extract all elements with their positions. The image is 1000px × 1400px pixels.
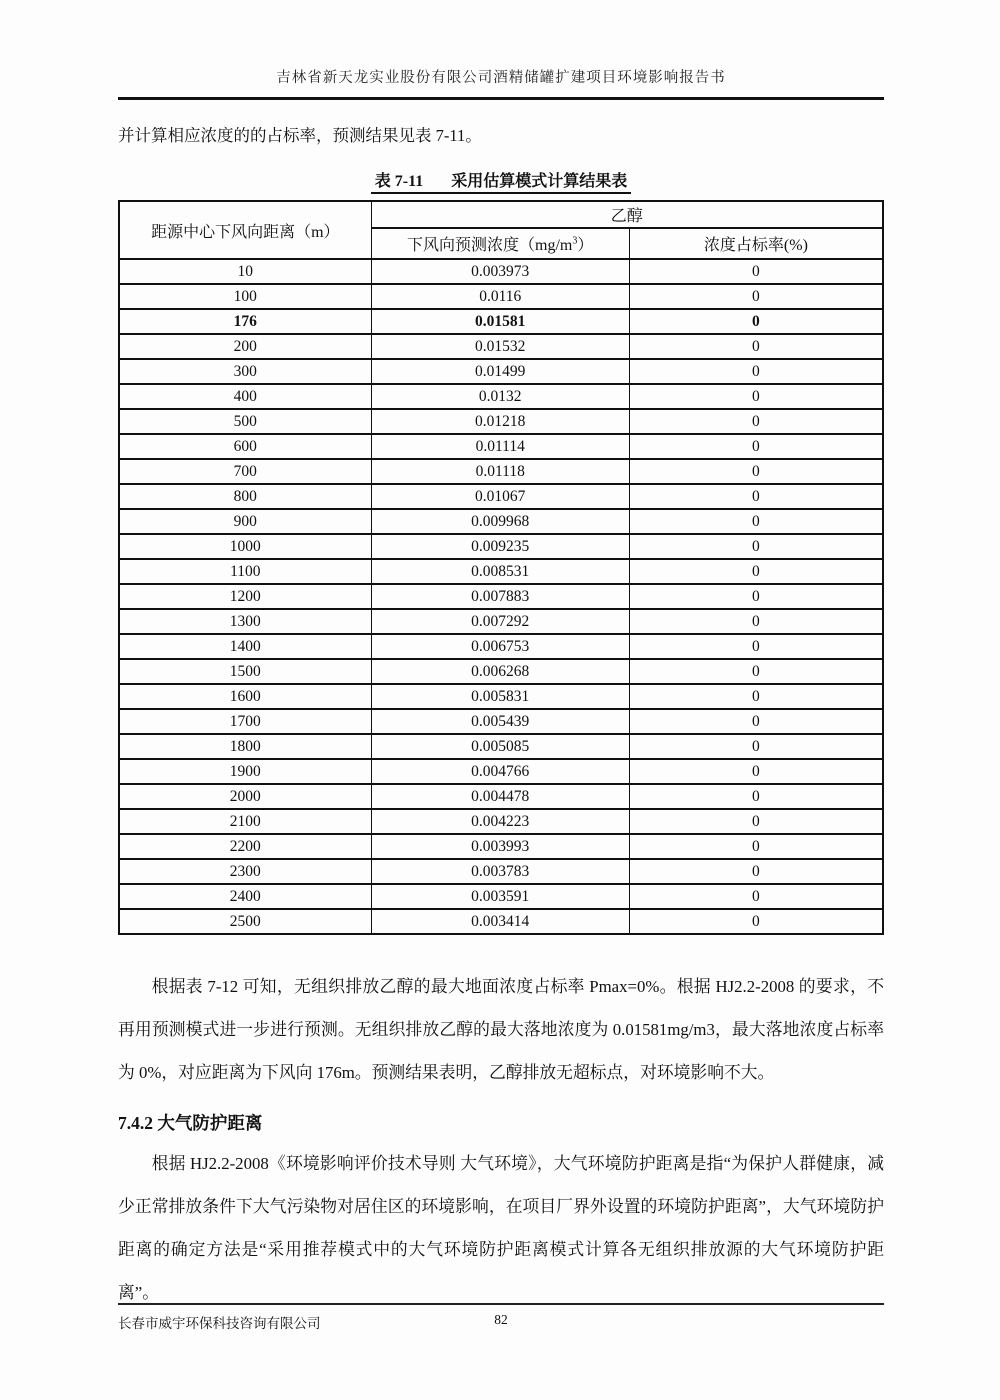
distance-cell: 100 [119, 284, 371, 309]
section-paragraph: 根据 HJ2.2-2008《环境影响评价技术导则 大气环境》，大气环境防护距离是指“为保护人群健康，减少正常排放条件下大气污染物对居住区的环境影响，在项目厂界外设置的环境防护距离”，大气环境防护距离的确定方法是“采用推荐模式中的大气环境防护距离模式计算各无组织排放源的大气环境防护距离”。 [118, 1154, 884, 1302]
ratio-cell: 0 [629, 909, 883, 934]
ratio-cell: 0 [629, 659, 883, 684]
distance-cell: 2300 [119, 859, 371, 884]
distance-cell: 400 [119, 384, 371, 409]
ratio-cell: 0 [629, 734, 883, 759]
ratio-cell: 0 [629, 434, 883, 459]
table-row [119, 909, 883, 934]
ratio-cell: 0 [629, 709, 883, 734]
col-header-concentration-text: 下风向预测浓度（mg/m [407, 237, 573, 254]
distance-cell: 300 [119, 359, 371, 384]
analysis-paragraph: 根据表 7-12 可知，无组织排放乙醇的最大地面浓度占标率 Pmax=0%。根据 HJ2.2-2008 的要求，不再用预测模式进一步进行预测。无组织排放乙醇的最大落地浓度为 0.01581mg/m3，最大落地浓度占标率为 0%，对应距离为下风向 176m。预测结果表明，乙醇排放无超标点，对环境影响不大。 [118, 977, 884, 1082]
page-footer [118, 1303, 884, 1331]
table-row [119, 509, 883, 534]
table-row [119, 434, 883, 459]
table-title-underline [371, 168, 631, 194]
distance-cell: 200 [119, 334, 371, 359]
concentration-cell: 0.009235 [371, 534, 629, 559]
ratio-cell: 0 [629, 684, 883, 709]
ratio-cell: 0 [629, 309, 883, 334]
table-row [119, 534, 883, 559]
distance-cell: 2500 [119, 909, 371, 934]
ratio-cell: 0 [629, 384, 883, 409]
distance-cell: 2100 [119, 809, 371, 834]
page-number: 82 [494, 1312, 508, 1327]
concentration-cell: 0.0132 [371, 384, 629, 409]
col-header-concentration [371, 228, 629, 259]
concentration-cell: 0.009968 [371, 509, 629, 534]
col-header-distance: 距源中心下风向距离（m） [119, 201, 371, 259]
table-row [119, 859, 883, 884]
distance-cell: 2000 [119, 784, 371, 809]
table-row [119, 559, 883, 584]
table-row [119, 584, 883, 609]
ratio-cell: 0 [629, 759, 883, 784]
ratio-cell: 0 [629, 259, 883, 284]
concentration-cell: 0.007883 [371, 584, 629, 609]
concentration-cell: 0.003591 [371, 884, 629, 909]
distance-cell: 1900 [119, 759, 371, 784]
group-header-row [119, 201, 883, 228]
distance-cell: 1200 [119, 584, 371, 609]
ratio-cell: 0 [629, 284, 883, 309]
concentration-cell: 0.004223 [371, 809, 629, 834]
ratio-cell: 0 [629, 609, 883, 634]
concentration-cell: 0.01581 [371, 309, 629, 334]
distance-cell: 1600 [119, 684, 371, 709]
ratio-cell: 0 [629, 359, 883, 384]
ratio-cell: 0 [629, 509, 883, 534]
distance-cell: 500 [119, 409, 371, 434]
distance-cell: 700 [119, 459, 371, 484]
document-title: 吉林省新天龙实业股份有限公司酒精储罐扩建项目环境影响报告书 [276, 70, 726, 86]
table-row [119, 884, 883, 909]
distance-cell: 176 [119, 309, 371, 334]
ratio-cell: 0 [629, 584, 883, 609]
footer-company: 长春市威宇环保科技咨询有限公司 [118, 1316, 321, 1331]
estimation-results-table [118, 200, 884, 935]
concentration-cell: 0.004766 [371, 759, 629, 784]
concentration-cell: 0.005439 [371, 709, 629, 734]
ratio-cell: 0 [629, 409, 883, 434]
ratio-cell: 0 [629, 459, 883, 484]
table-row [119, 384, 883, 409]
table-caption-text: 采用估算模式计算结果表 [451, 173, 628, 190]
table-row [119, 634, 883, 659]
concentration-cell: 0.01499 [371, 359, 629, 384]
concentration-cell: 0.004478 [371, 784, 629, 809]
table-row [119, 359, 883, 384]
concentration-cell: 0.005085 [371, 734, 629, 759]
table-row [119, 259, 883, 284]
header-rule [118, 97, 884, 100]
ratio-cell: 0 [629, 834, 883, 859]
concentration-cell: 0.003993 [371, 834, 629, 859]
concentration-cell: 0.008531 [371, 559, 629, 584]
distance-cell: 1000 [119, 534, 371, 559]
ratio-cell: 0 [629, 784, 883, 809]
table-row [119, 609, 883, 634]
ratio-cell: 0 [629, 859, 883, 884]
concentration-cell: 0.006753 [371, 634, 629, 659]
concentration-cell: 0.003783 [371, 859, 629, 884]
concentration-cell: 0.003973 [371, 259, 629, 284]
concentration-cell: 0.01118 [371, 459, 629, 484]
distance-cell: 1800 [119, 734, 371, 759]
distance-cell: 10 [119, 259, 371, 284]
col-group-header-ethanol: 乙醇 [371, 201, 883, 228]
concentration-cell: 0.01532 [371, 334, 629, 359]
concentration-cell: 0.01114 [371, 434, 629, 459]
ratio-cell: 0 [629, 809, 883, 834]
distance-cell: 1100 [119, 559, 371, 584]
table-row [119, 759, 883, 784]
table-row [119, 409, 883, 434]
table-row [119, 684, 883, 709]
table-row [119, 459, 883, 484]
distance-cell: 2400 [119, 884, 371, 909]
table-row [119, 484, 883, 509]
distance-cell: 1500 [119, 659, 371, 684]
page-content [118, 0, 884, 1314]
table-row [119, 784, 883, 809]
ratio-cell: 0 [629, 484, 883, 509]
ratio-cell: 0 [629, 534, 883, 559]
table-row [119, 309, 883, 334]
distance-cell: 1700 [119, 709, 371, 734]
distance-cell: 1300 [119, 609, 371, 634]
running-head [118, 66, 884, 87]
concentration-cell: 0.003414 [371, 909, 629, 934]
concentration-cell: 0.01067 [371, 484, 629, 509]
concentration-cell: 0.0116 [371, 284, 629, 309]
ratio-cell: 0 [629, 884, 883, 909]
concentration-cell: 0.006268 [371, 659, 629, 684]
table-row [119, 284, 883, 309]
table-body [119, 259, 883, 934]
table-row [119, 709, 883, 734]
col-header-ratio: 浓度占标率(%) [629, 228, 883, 259]
col-header-concentration-tail: ） [577, 237, 594, 254]
ratio-cell: 0 [629, 559, 883, 584]
table-row [119, 334, 883, 359]
distance-cell: 900 [119, 509, 371, 534]
intro-paragraph: 并计算相应浓度的的占标率，预测结果见表 7-11。 [118, 126, 482, 145]
table-title [118, 168, 884, 194]
section-heading: 7.4.2 大气防护距离 [118, 1113, 263, 1133]
concentration-cell: 0.01218 [371, 409, 629, 434]
table-row [119, 659, 883, 684]
distance-cell: 600 [119, 434, 371, 459]
concentration-cell: 0.005831 [371, 684, 629, 709]
concentration-cell: 0.007292 [371, 609, 629, 634]
ratio-cell: 0 [629, 634, 883, 659]
distance-cell: 800 [119, 484, 371, 509]
ratio-cell: 0 [629, 334, 883, 359]
distance-cell: 1400 [119, 634, 371, 659]
table-header [119, 201, 883, 259]
table-row [119, 834, 883, 859]
table-row [119, 809, 883, 834]
distance-cell: 2200 [119, 834, 371, 859]
table-number-label: 表 7-11 [374, 173, 424, 190]
table-row [119, 734, 883, 759]
col-header-concentration-sup: 3 [572, 235, 578, 247]
